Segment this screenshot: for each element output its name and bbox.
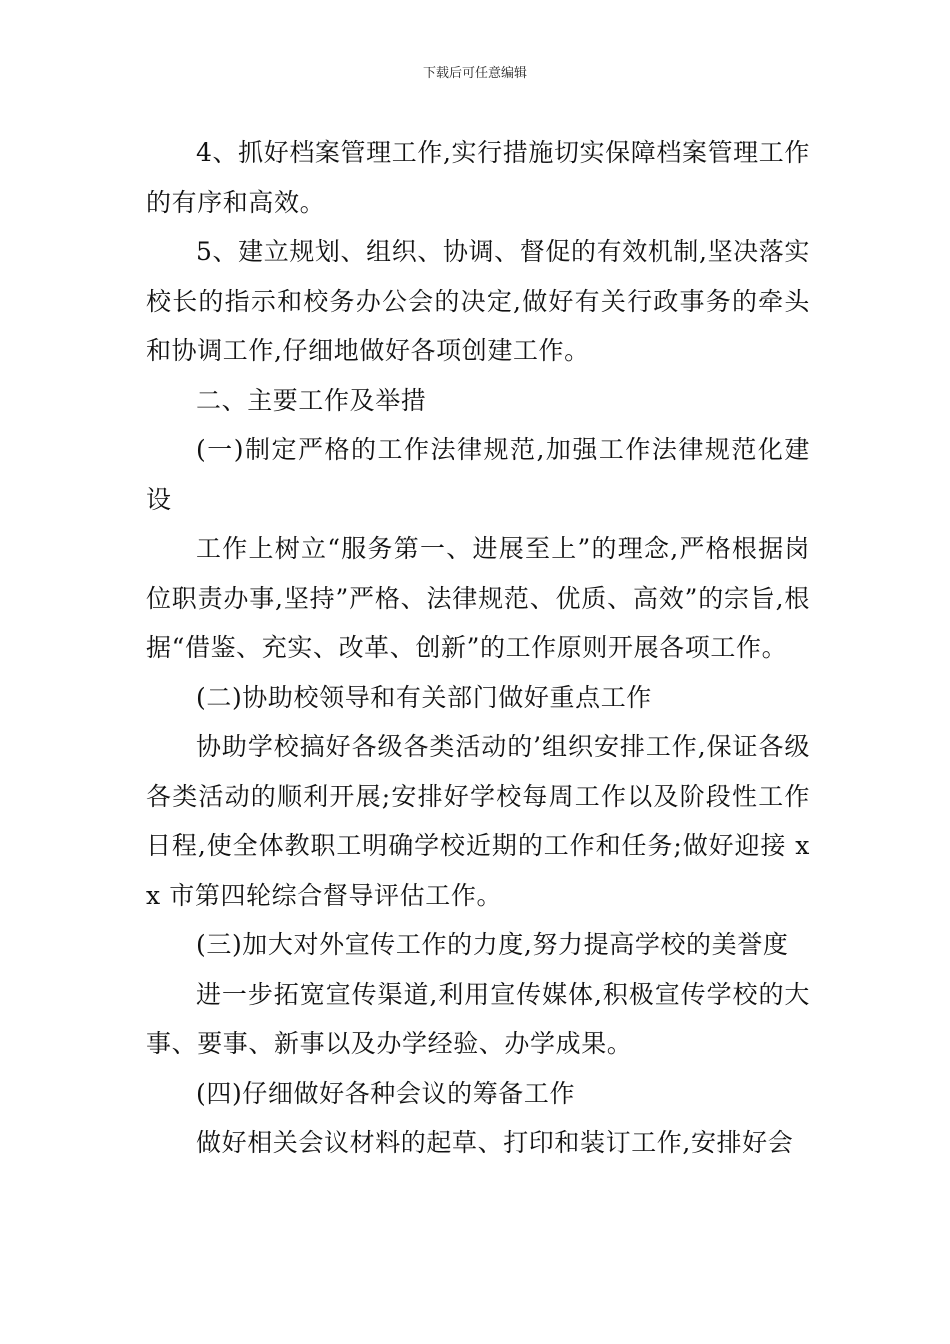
paragraph-body-1: 工作上树立“服务第一、进展至上”的理念,严格根据岗位职责办事,坚持”严格、法律规范、优质、高效”的宗旨,根据“借鉴、充实、改革、创新”的工作原则开展各项工作。 — [146, 534, 810, 662]
document-body — [146, 128, 810, 1168]
paragraph-body-4: 做好相关会议材料的起草、打印和装订工作,安排好会 — [196, 1128, 794, 1157]
page-header: 下载后可任意编辑 — [422, 66, 527, 81]
subheading-1: (一)制定严格的工作法律规范,加强工作法律规范化建设 — [146, 435, 810, 514]
subheading-4: (四)仔细做好各种会议的筹备工作 — [196, 1078, 576, 1108]
paragraph-body-3: 进一步拓宽宣传渠道,利用宣传媒体,积极宣传学校的大事、要事、新事以及办学经验、办学成果。 — [146, 979, 810, 1058]
subheading-2: (二)协助校领导和有关部门做好重点工作 — [196, 682, 652, 712]
subheading-3: (三)加大对外宣传工作的力度,努力提高学校的美誉度 — [196, 930, 789, 959]
paragraph-body-2: 协助学校搞好各级各类活动的’组织安排工作,保证各级各类活动的顺利开展;安排好学校每周工作以及阶段性工作日程,使全体教职工明确学校近期的工作和任务;做好迎接 xx 市第四轮综合督导评估工作。 — [146, 732, 810, 910]
paragraph-item-4: 4、抓好档案管理工作,实行措施切实保障档案管理工作的有序和高效。 — [146, 138, 810, 217]
paragraph-item-5: 5、建立规划、组织、协调、督促的有效机制,坚决落实校长的指示和校务办公会的决定,做好有关行政事务的牵头和协调工作,仔细地做好各项创建工作。 — [146, 237, 810, 365]
section-heading-2: 二、主要工作及举措 — [196, 385, 427, 415]
